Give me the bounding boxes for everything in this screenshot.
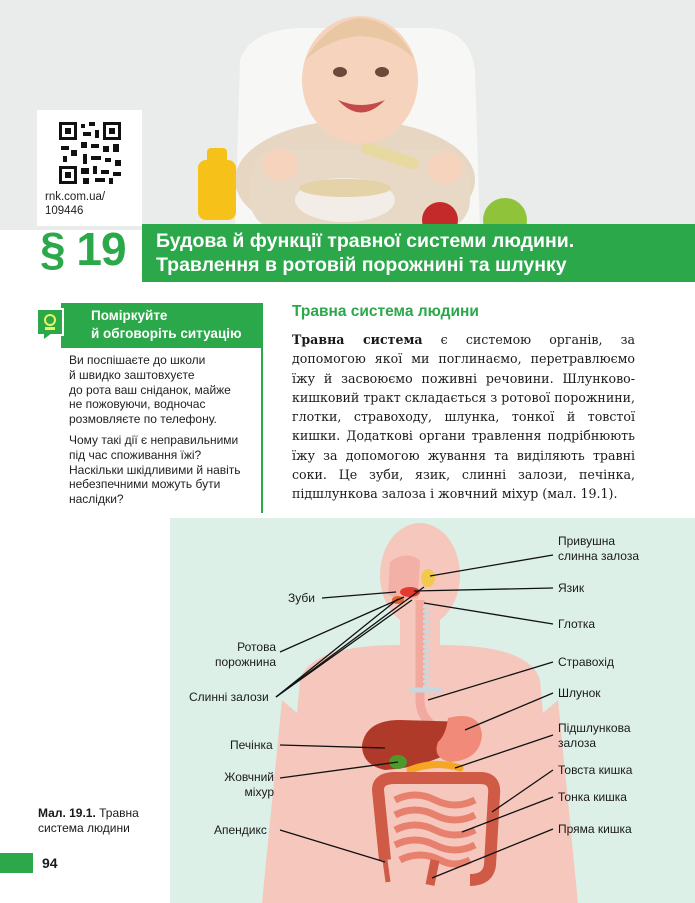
defined-term: Травна система	[292, 332, 423, 347]
label-gallbladder-line1: Жовчний	[224, 770, 274, 784]
question-line: небезпечними можуть бути	[69, 477, 221, 492]
label-pharynx: Глотка	[558, 617, 596, 631]
label-pancreas-line2: залоза	[558, 736, 597, 750]
label-pancreas	[558, 721, 631, 751]
label-appendix: Апендикс	[214, 823, 267, 837]
label-salivary-glands: Слинні залози	[189, 690, 269, 704]
situation-line: розмовляєте по телефону.	[69, 412, 217, 427]
figure-caption-text: Травна система людини	[38, 806, 139, 835]
label-colon: Товста кишка	[558, 763, 633, 777]
discussion-title-line1: Поміркуйте	[91, 308, 168, 323]
page-number: 94	[42, 855, 58, 871]
question-line: під час споживання їжі?	[69, 447, 202, 462]
label-stomach: Шлунок	[558, 686, 601, 700]
label-oral-cavity-line2: порожнина	[214, 655, 276, 669]
label-oral-cavity	[208, 640, 276, 670]
label-tongue: Язик	[558, 581, 585, 595]
figure-caption-label: Мал. 19.1.	[38, 806, 96, 820]
discussion-title-line2: й обговоріть ситуацію	[91, 326, 242, 341]
question-line: Чому такі дії є неправильними	[69, 433, 239, 447]
rectum-shape	[430, 860, 435, 885]
label-teeth: Зуби	[288, 591, 315, 605]
label-parotid-line1: Привушна	[558, 534, 616, 548]
label-gallbladder-line2: міхур	[244, 785, 274, 799]
label-parotid-gland	[558, 534, 639, 564]
situation-line: до рота ваш сніданок, майже	[69, 382, 231, 397]
section-title: Травна система людини	[292, 303, 479, 320]
situation-line: Ви поспішаєте до школи	[69, 353, 206, 367]
paragraph-number: § 19	[40, 223, 126, 275]
label-gallbladder	[214, 770, 274, 800]
definition-text: є системою органів, за допомогою якої ми поглинаємо, перетравлюємо їжу й засвоюємо поживні речовини. Шлунково-кишковий тракт складається з ротової порожнини, глотки, стравоходу, шлунка, тонкої й товстої кишки. Додаткові органи травлення подрібнюють їжу за допомогою жування та виділяють травні соки. Це зуби, язик, слинні залози, печінка, підшлункова залоза і жовчний міхур (мал. 19.1).	[292, 332, 635, 502]
page-number-bar	[0, 853, 33, 873]
figure-caption	[38, 806, 168, 836]
label-parotid-line2: слинна залоза	[558, 549, 639, 563]
qr-url-line1: rnk.com.ua/	[45, 191, 106, 203]
situation-line: не пожовуючи, водночас	[69, 397, 206, 412]
question-line: Наскільки шкідливими й навіть	[69, 462, 241, 477]
situation-line: й швидко заштовхуєте	[69, 367, 195, 382]
question-line: наслідки?	[69, 492, 124, 507]
label-liver: Печінка	[230, 738, 273, 752]
label-oral-cavity-line1: Ротова	[237, 640, 276, 654]
label-esophagus: Стравохід	[558, 655, 614, 669]
appendix-shape	[385, 860, 388, 882]
qr-url-line2: 109446	[45, 205, 84, 217]
label-rectum: Пряма кишка	[558, 822, 632, 836]
label-pancreas-line1: Підшлункова	[558, 721, 631, 735]
label-small-intestine: Тонка кишка	[558, 790, 627, 804]
chapter-title-line2: Травлення в ротовій порожнині та шлунку	[156, 254, 567, 276]
chapter-title-line1: Будова й функції травної системи людини.	[156, 230, 575, 252]
